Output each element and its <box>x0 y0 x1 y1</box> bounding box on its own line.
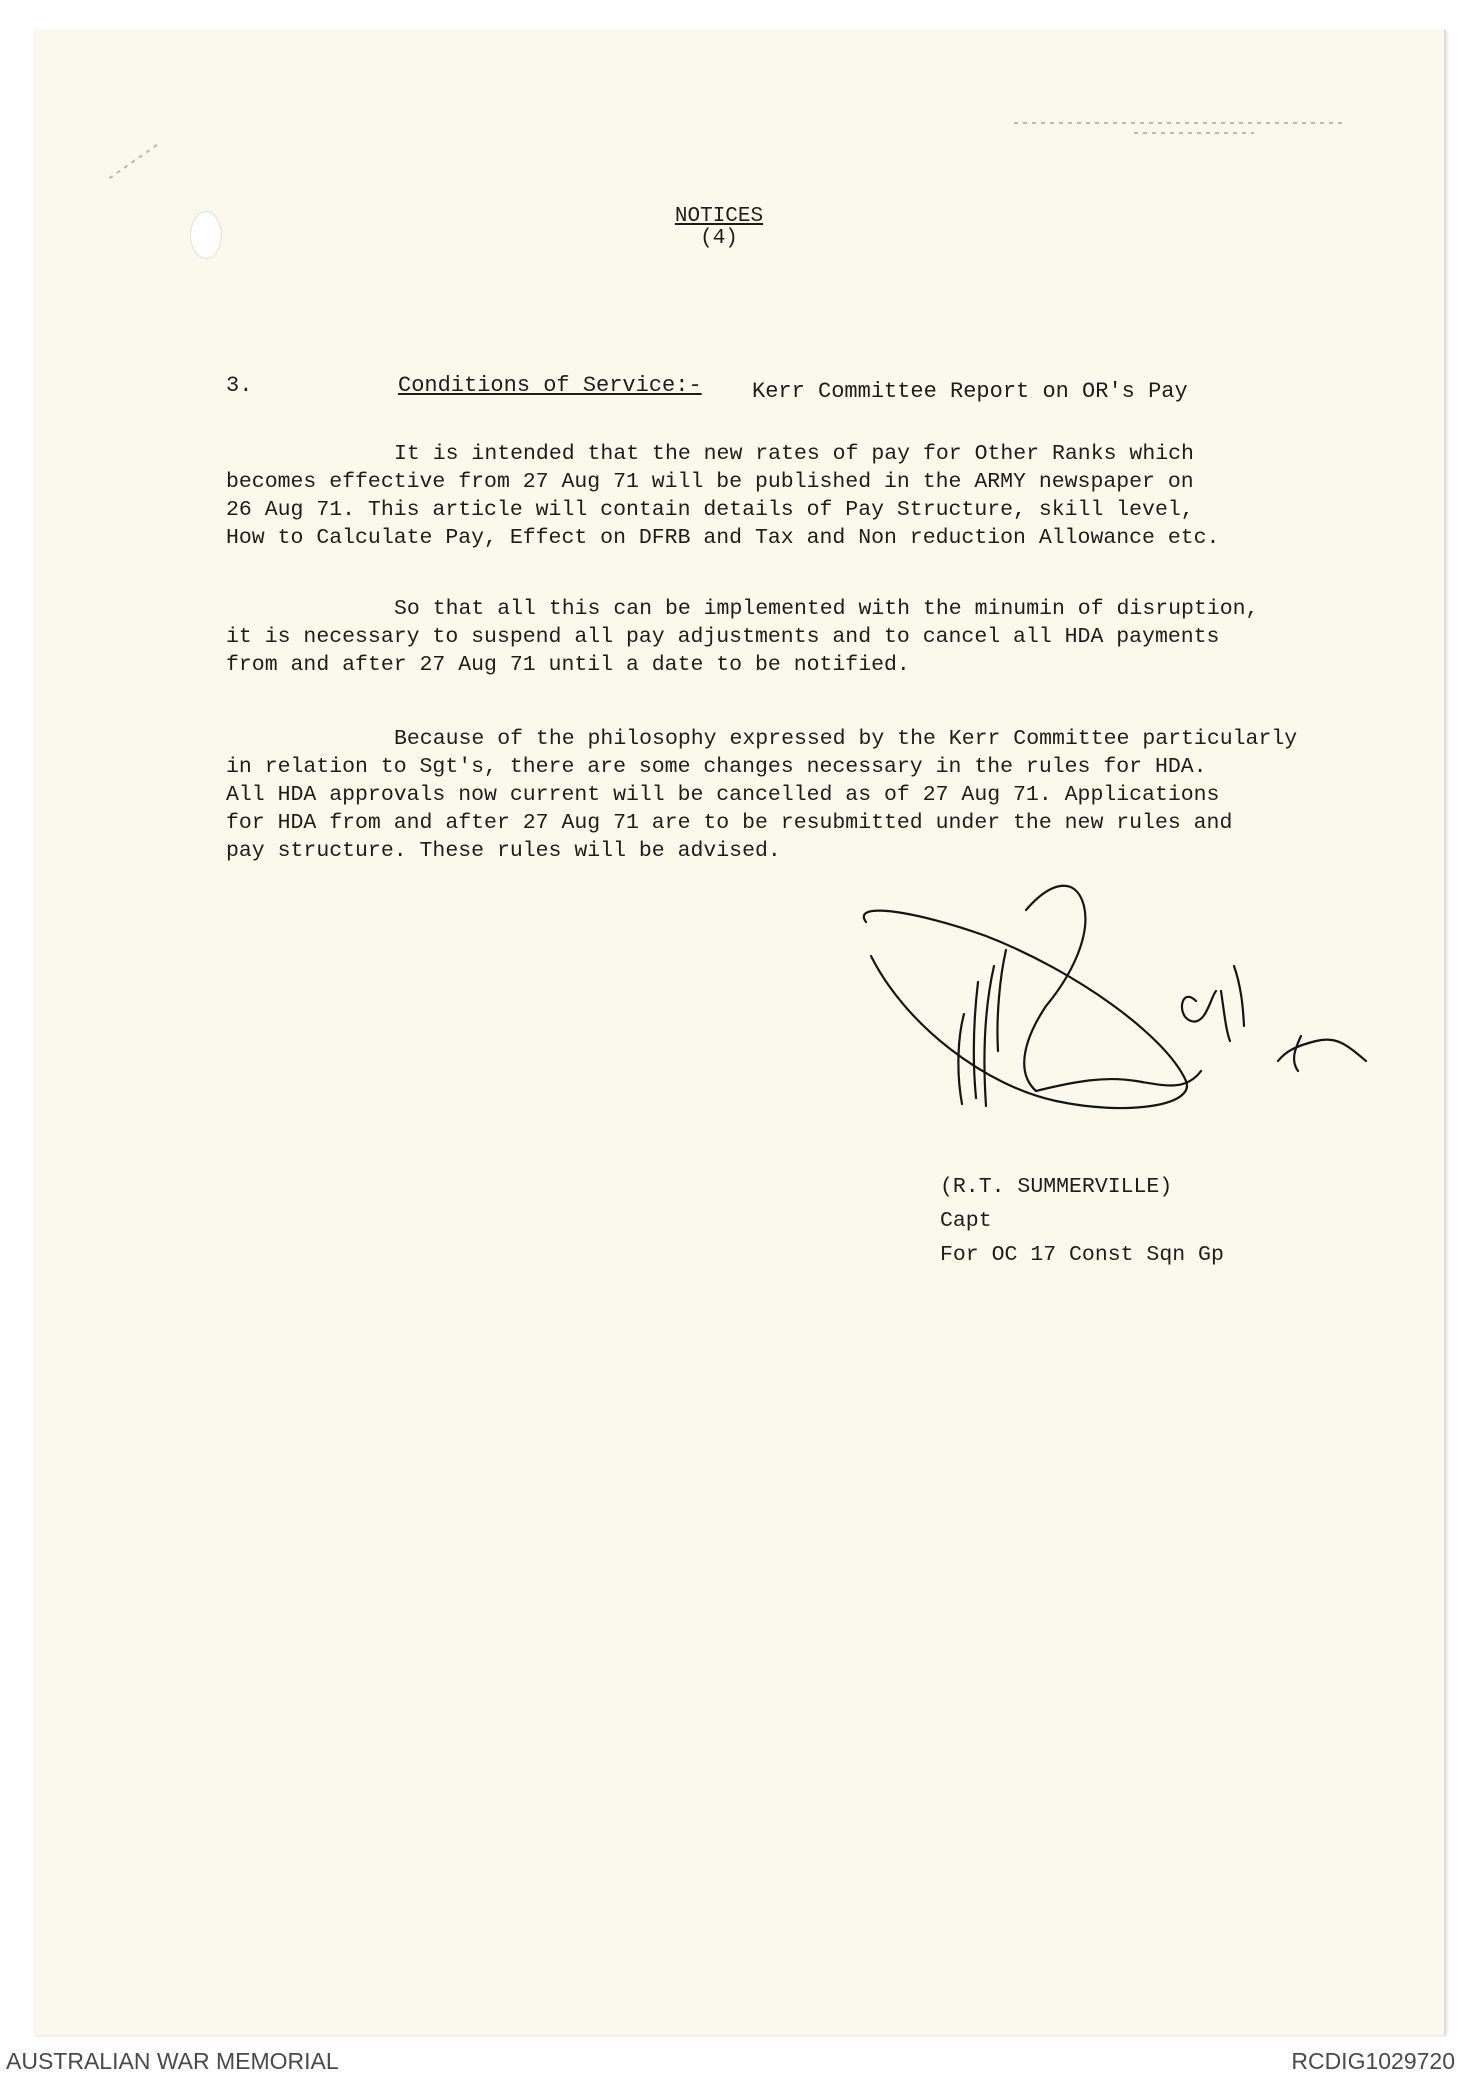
paragraph-line: All HDA approvals now current will be cancelled as of 27 Aug 71. Applications <box>226 783 1220 807</box>
notice-header <box>594 206 844 250</box>
signatory-name: (R.T. SUMMERVILLE) <box>940 1175 1173 1199</box>
paragraph-2 <box>226 595 1396 679</box>
signatory-unit: For OC 17 Const Sqn Gp <box>940 1243 1224 1267</box>
section-heading: Conditions of Service:- <box>398 373 702 398</box>
paragraph-line: becomes effective from 27 Aug 71 will be published in the ARMY newspaper on <box>226 470 1194 494</box>
paragraph-line: from and after 27 Aug 71 until a date to be notified. <box>226 653 910 677</box>
section-number: 3. <box>226 373 253 398</box>
paper-mark <box>109 143 159 179</box>
paragraph-1 <box>226 440 1396 552</box>
paragraph-line: pay structure. These rules will be advised. <box>226 839 781 863</box>
signatory-rank: Capt <box>940 1209 992 1233</box>
paragraph-line: So that all this can be implemented with the minumin of disruption, <box>394 597 1259 621</box>
paragraph-3 <box>226 725 1396 865</box>
paper-mark <box>1014 122 1344 124</box>
notice-page-number: (4) <box>700 227 738 250</box>
paragraph-line: it is necessary to suspend all pay adjustments and to cancel all HDA payments <box>226 625 1220 649</box>
paragraph-line: Because of the philosophy expressed by the Kerr Committee particularly <box>394 727 1298 751</box>
archive-label: AUSTRALIAN WAR MEMORIAL <box>6 2048 339 2074</box>
archive-reference: RCDIG1029720 <box>1291 2048 1455 2074</box>
document-page <box>34 30 1446 2035</box>
paragraph-line: for HDA from and after 27 Aug 71 are to be resubmitted under the new rules and <box>226 811 1233 835</box>
punch-hole <box>190 211 222 259</box>
handwritten-signature <box>846 866 1376 1166</box>
paragraph-line: How to Calculate Pay, Effect on DFRB and Tax and Non reduction Allowance etc. <box>226 526 1220 550</box>
signature-block <box>940 1170 1224 1272</box>
paragraph-line: 26 Aug 71. This article will contain details of Pay Structure, skill level, <box>226 498 1194 522</box>
paper-mark <box>1134 132 1254 134</box>
paragraph-line: in relation to Sgt's, there are some changes necessary in the rules for HDA. <box>226 755 1207 779</box>
notice-title: NOTICES <box>674 205 764 228</box>
section-subject: Kerr Committee Report on OR's Pay <box>752 379 1188 404</box>
paragraph-line: It is intended that the new rates of pay for Other Ranks which <box>394 442 1194 466</box>
